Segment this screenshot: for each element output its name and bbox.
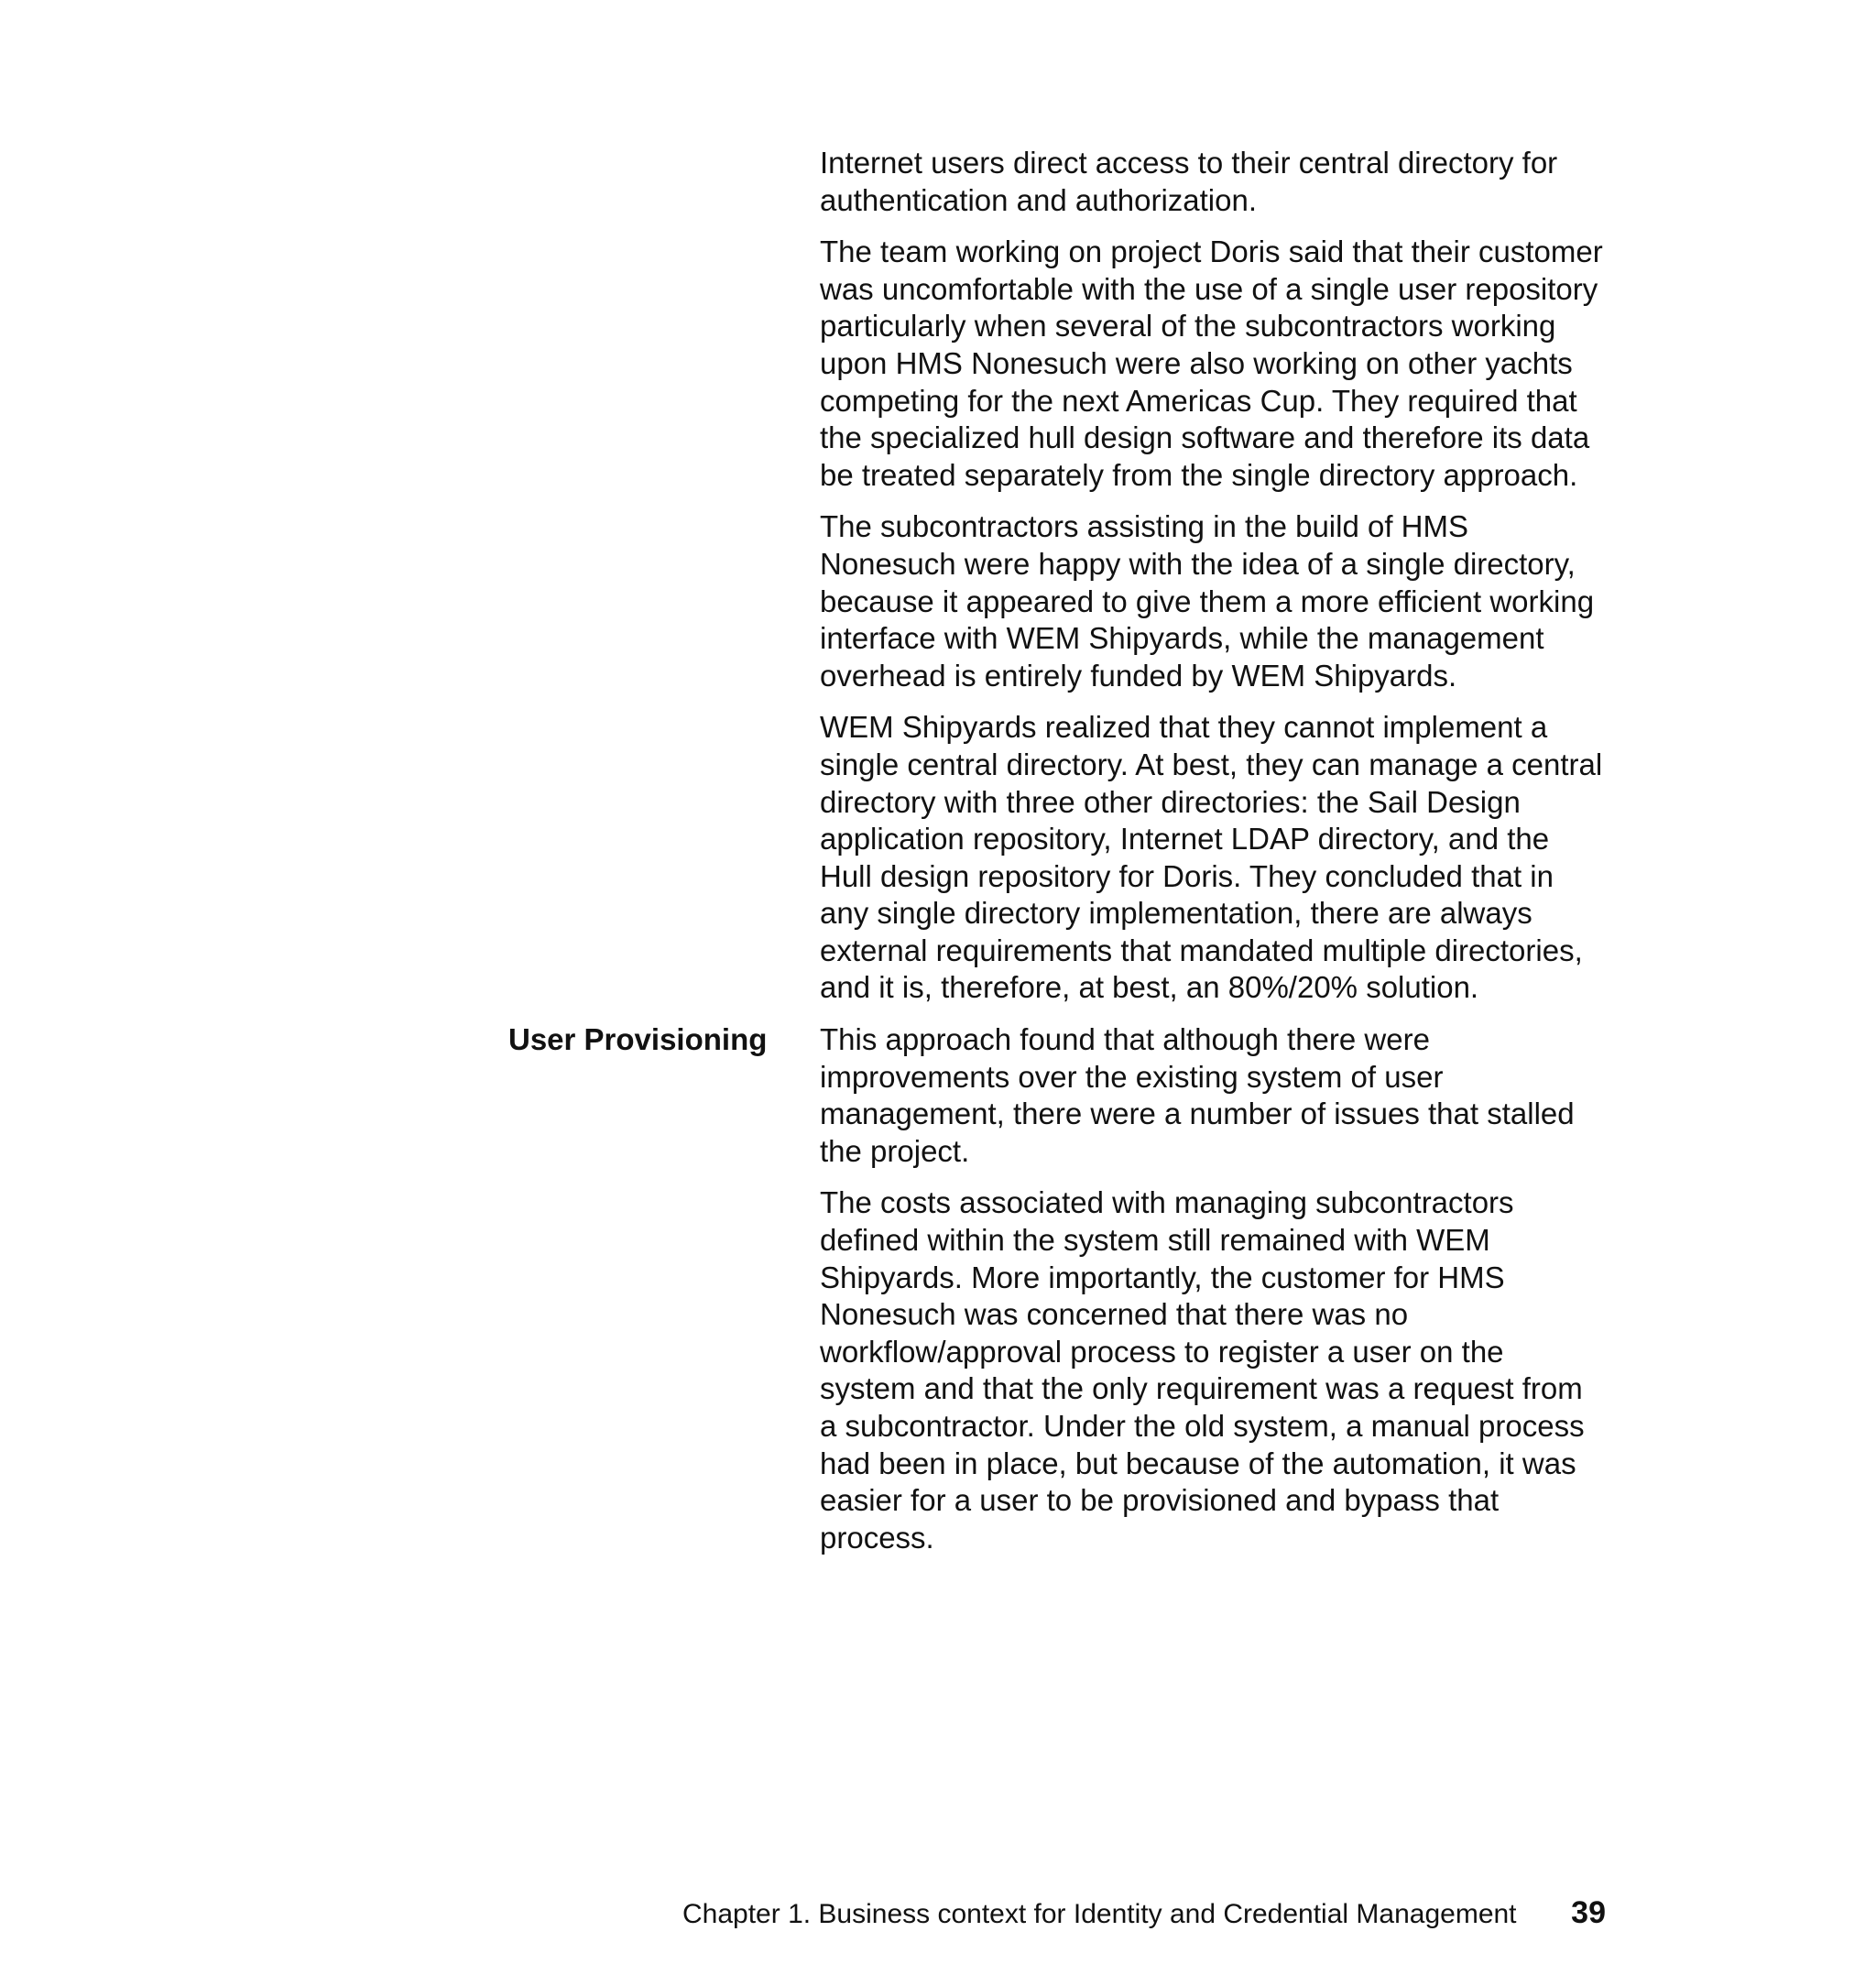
body-paragraph: The costs associated with managing subcontractors defined within the system still remained with WEM Shipyards. More importantly, the customer for HMS Nonesuch was concerned that there was no workflow/approval process to register a user on the system and that the only requirement was a request from a subcontractor. Under the old system, a manual process had been in place, but because of the automation, it was easier for a user to be provisioned and bypass that process.: [820, 1185, 1585, 1555]
body-column: [508, 145, 1608, 1571]
body-paragraph: WEM Shipyards realized that they cannot implement a single central directory. At best, they can manage a central directory with three other directories: the Sail Design application repository, Internet LDAP directory, and the Hull design repository for Doris. They concluded that in any single directory implementation, there are always external requirements that mandated multiple directories, and it is, therefore, at best, an 80%/20% solution.: [820, 710, 1603, 1005]
body-paragraph: Internet users direct access to their central directory for authentication and authorization.: [820, 146, 1558, 217]
user-provisioning-section: [508, 1021, 1608, 1556]
body-paragraph: The subcontractors assisting in the build of HMS Nonesuch were happy with the idea of a single directory, because it appeared to give them a more efficient working interface with WEM Shipyards, while the management overhead is entirely funded by WEM Shipyards.: [820, 509, 1595, 693]
body-paragraph: The team working on project Doris said that their customer was uncomfortable with the use of a single user repository particularly when several of the subcontractors working upon HMS Nonesuch were also working on other yachts competing for the next Americas Cup. They required that the specialized hull design software and therefore its data be treated separately from the single directory approach.: [820, 235, 1603, 492]
body-paragraph: This approach found that although there were improvements over the existing system of user management, there were a number of issues that stalled the project.: [820, 1022, 1575, 1168]
page-footer: [682, 1893, 1608, 1937]
chapter-title: Chapter 1. Business context for Identity and Credential Management: [682, 1899, 1517, 1929]
section-heading: User Provisioning: [508, 1022, 768, 1057]
page-number: 39: [1571, 1895, 1606, 1930]
